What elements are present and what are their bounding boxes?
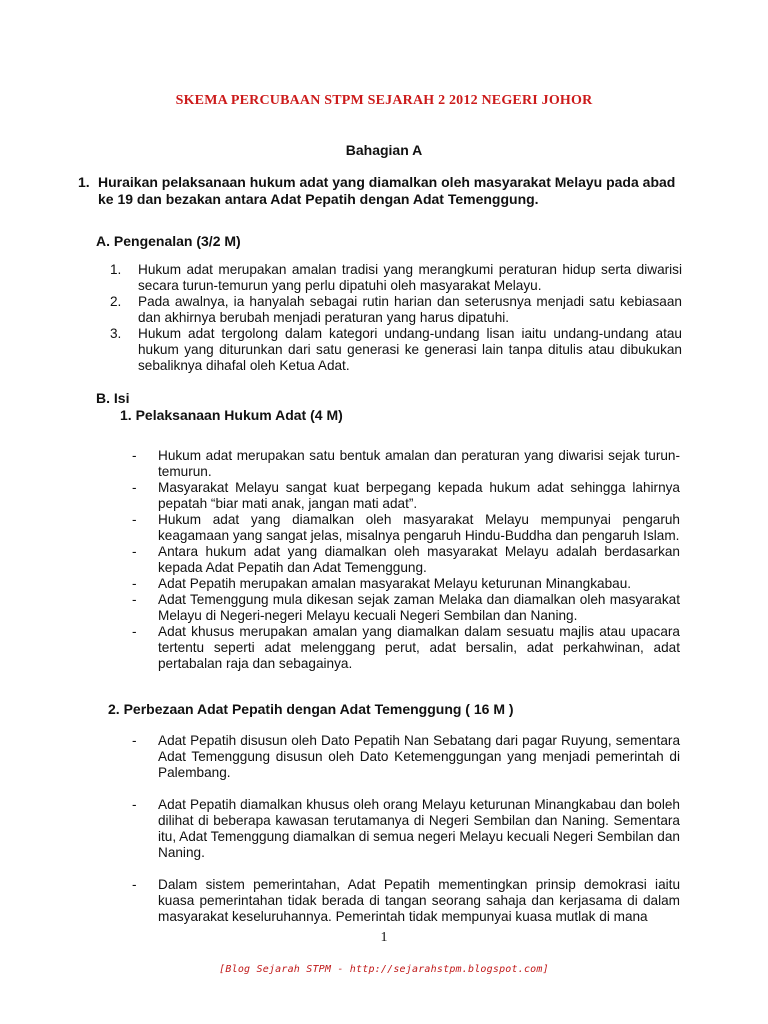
list-item [132,797,680,861]
list-item [132,480,680,512]
list-item [110,262,682,294]
part-a-list [110,262,682,374]
question-number: 1. [78,174,90,190]
item-text: Adat Temenggung mula dikesan sejak zaman Melaka dan diamalkan oleh masyarakat Melayu di Negeri-negeri Melayu kecuali Negeri Sembilan dan Naning. [158,592,680,623]
dash-bullet: - [132,544,137,559]
item-text: Hukum adat merupakan amalan tradisi yang merangkumi peraturan hidup serta diwarisi secara turun-temurun yang perlu dipatuhi oleh masyarakat Melayu. [138,262,682,293]
item-text: Adat Pepatih diamalkan khusus oleh orang Melayu keturunan Minangkabau dan boleh dilihat di beberapa kawasan terutamanya di Negeri Sembilan dan Naning. Sementara itu, Adat Temenggung diamalkan di semua negeri Melayu kecuali Negeri Sembilan dan Naning. [158,797,680,860]
list-item [132,544,680,576]
question-1 [78,174,688,208]
dash-bullet: - [132,592,137,607]
list-item [132,576,680,592]
dash-bullet: - [132,448,137,463]
list-item [132,592,680,624]
dash-bullet: - [132,624,137,639]
list-item [132,733,680,781]
part-b-sub2-list [132,733,680,941]
item-text: Hukum adat merupakan satu bentuk amalan dan peraturan yang diwarisi sejak turun-temurun. [158,448,680,479]
item-number: 1. [110,262,122,277]
item-text: Adat Pepatih disusun oleh Dato Pepatih Nan Sebatang dari pagar Ruyung, sementara Adat Temenggung disusun oleh Dato Ketemenggungan yang menjadi pemerintah di Palembang. [158,733,680,780]
list-item [132,512,680,544]
dash-bullet: - [132,877,137,892]
dash-bullet: - [132,480,137,495]
item-text: Antara hukum adat yang diamalkan oleh masyarakat Melayu adalah berdasarkan kepada Adat Pepatih dan Adat Temenggung. [158,544,680,575]
item-text: Masyarakat Melayu sangat kuat berpegang kepada hukum adat sehingga lahirnya pepatah “biar mati anak, jangan mati adat”. [158,480,680,511]
list-item [132,877,680,925]
list-item [132,448,680,480]
part-b-sub1-list [132,448,680,672]
page-number: 1 [380,930,388,945]
dash-bullet: - [132,797,137,812]
part-b-sub1-heading: 1. Pelaksanaan Hukum Adat (4 M) [120,407,343,423]
document-title: SKEMA PERCUBAAN STPM SEJARAH 2 2012 NEGERI JOHOR [175,93,593,108]
list-item [110,294,682,326]
item-text: Hukum adat yang diamalkan oleh masyarakat Melayu mempunyai pengaruh keagamaan yang sangat jelas, misalnya pengaruh Hindu-Buddha dan pengaruh Islam. [158,512,680,543]
section-heading: Bahagian A [345,142,423,158]
dash-bullet: - [132,733,137,748]
part-a-heading: A. Pengenalan (3/2 M) [96,233,241,249]
question-text: Huraikan pelaksanaan hukum adat yang diamalkan oleh masyarakat Melayu pada abad ke 19 dan bezakan antara Adat Pepatih dengan Adat Temenggung. [98,174,676,207]
item-number: 3. [110,326,122,341]
dash-bullet: - [132,512,137,527]
item-text: Adat khusus merupakan amalan yang diamalkan dalam sesuatu majlis atau upacara tertentu seperti adat melenggang perut, adat bersalin, adat perkahwinan, adat pertabalan raja dan sebagainya. [158,624,680,671]
list-item [110,326,682,374]
item-text: Pada awalnya, ia hanyalah sebagai rutin harian dan seterusnya menjadi satu kebiasaan dan akhirnya berubah menjadi peraturan yang harus dipatuhi. [138,294,682,325]
item-text: Adat Pepatih merupakan amalan masyarakat Melayu keturunan Minangkabau. [158,576,632,591]
dash-bullet: - [132,576,137,591]
item-text: Hukum adat tergolong dalam kategori undang-undang lisan iaitu undang-undang atau hukum yang diturunkan dari satu generasi ke generasi lain tanpa ditulis atau dibukukan sebaliknya dihafal oleh Ketua Adat. [138,326,682,373]
footer-blog-link: [Blog Sejarah STPM - http://sejarahstpm.blogspot.com] [219,964,549,975]
part-b-heading: B. Isi [96,390,130,406]
item-number: 2. [110,294,122,309]
list-item [132,624,680,672]
part-b-sub2-heading: 2. Perbezaan Adat Pepatih dengan Adat Temenggung ( 16 M ) [108,701,514,717]
item-text: Dalam sistem pemerintahan, Adat Pepatih mementingkan prinsip demokrasi iaitu kuasa pemerintahan tidak berada di tangan seorang sahaja dan kerjasama di dalam masyarakat keseluruhannya. Pemerintah tidak mempunyai kuasa mutlak di mana [158,877,680,924]
